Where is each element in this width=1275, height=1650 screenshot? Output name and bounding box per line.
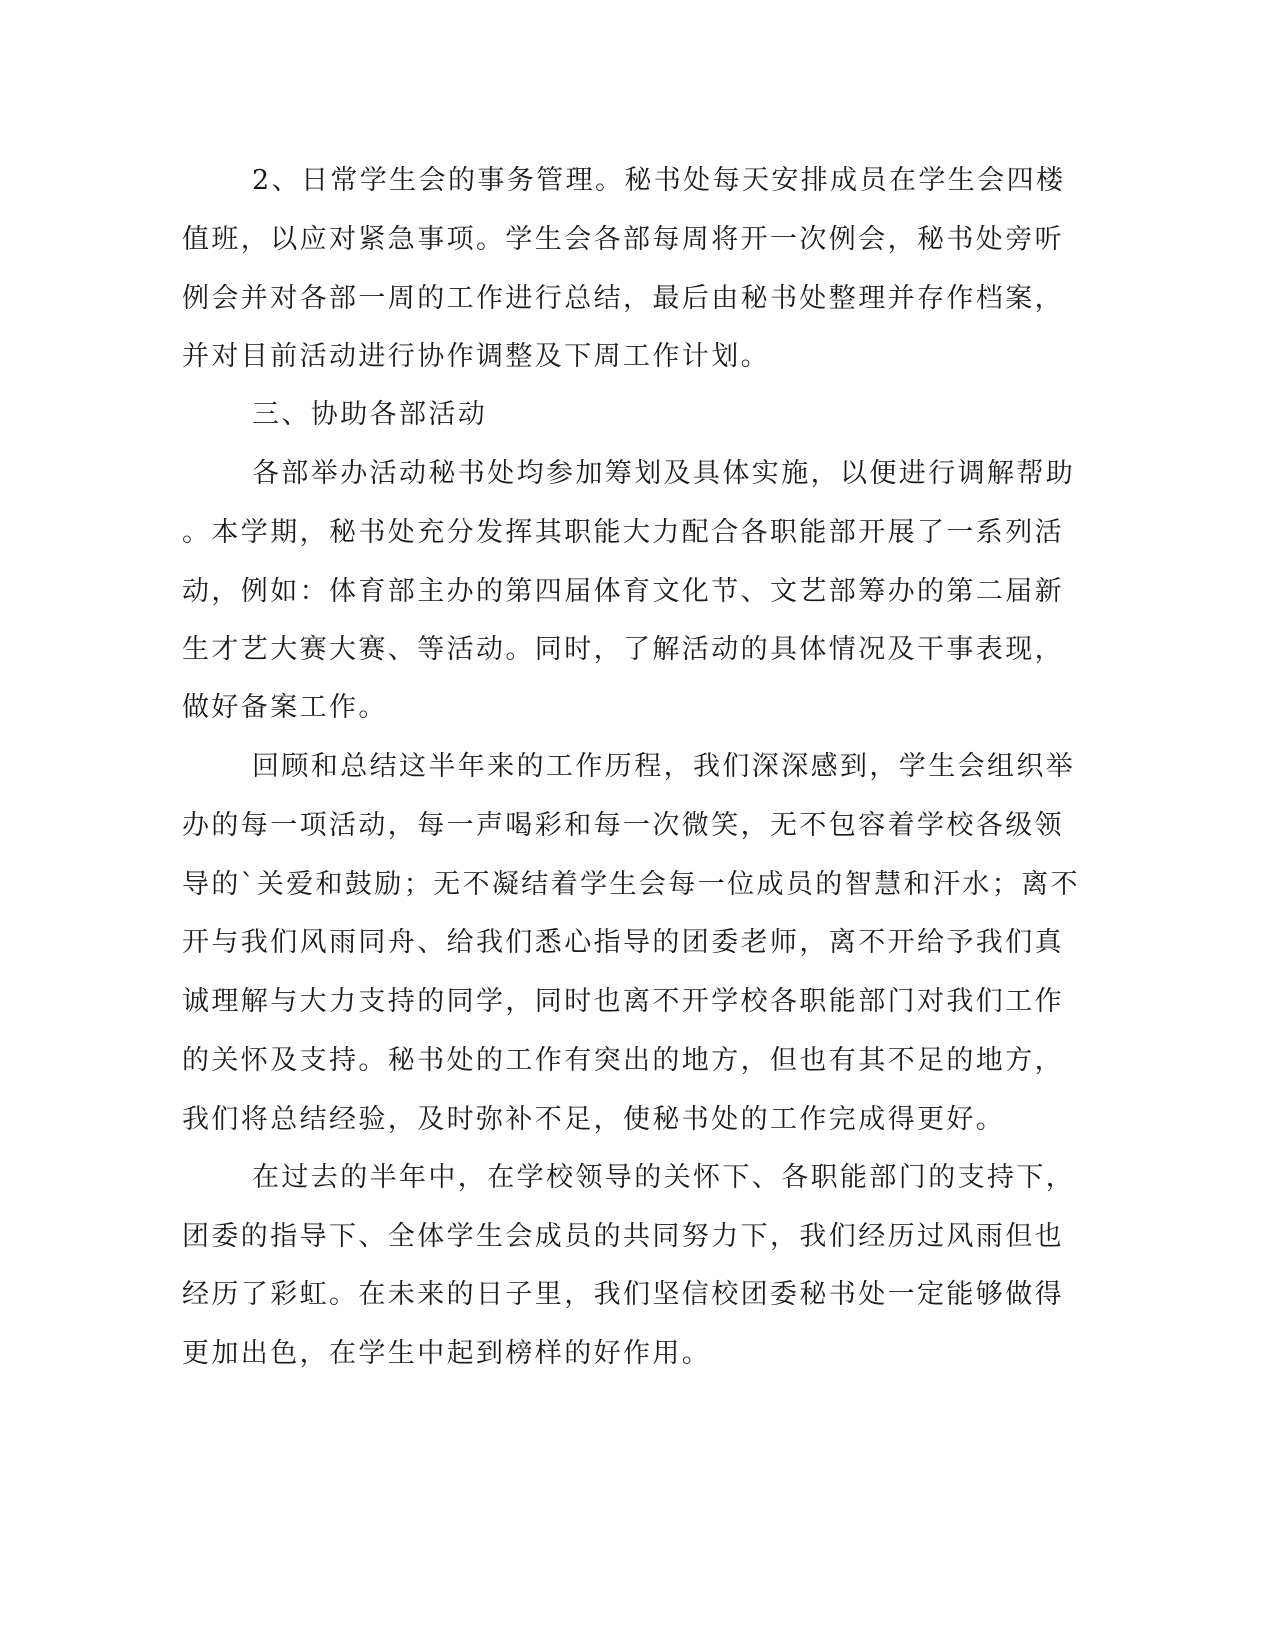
text-line: 生才艺大赛大赛、等活动。同时，了解活动的具体情况及干事表现， bbox=[182, 634, 1064, 665]
text-line: 团委的指导下、全体学生会成员的共同努力下，我们经历过风雨但也 bbox=[182, 1221, 1064, 1252]
text-line: 的关怀及支持。秘书处的工作有突出的地方，但也有其不足的地方， bbox=[182, 1045, 1064, 1076]
text-line: 我们将总结经验，及时弥补不足，使秘书处的工作完成得更好。 bbox=[182, 1104, 1006, 1135]
text-line: 诚理解与大力支持的同学，同时也离不开学校各职能部门对我们工作 bbox=[182, 986, 1064, 1017]
section-heading: 三、协助各部活动 bbox=[252, 399, 488, 430]
text-line: 经历了彩虹。在未来的日子里，我们坚信校团委秘书处一定能够做得 bbox=[182, 1279, 1064, 1310]
text-line: 各部举办活动秘书处均参加筹划及具体实施，以便进行调解帮助 bbox=[252, 458, 1076, 489]
text-line: 更加出色，在学生中起到榜样的好作用。 bbox=[182, 1338, 712, 1369]
text-line: 在过去的半年中，在学校领导的关怀下、各职能部门的支持下， bbox=[252, 1162, 1076, 1193]
text-line: 回顾和总结这半年来的工作历程，我们深深感到，学生会组织举 bbox=[252, 751, 1076, 782]
text-line: 并对目前活动进行协作调整及下周工作计划。 bbox=[182, 341, 770, 372]
text-line: 值班，以应对紧急事项。学生会各部每周将开一次例会，秘书处旁听 bbox=[182, 224, 1064, 255]
text-line: 办的每一项活动，每一声喝彩和每一次微笑，无不包容着学校各级领 bbox=[182, 810, 1064, 841]
text-line: 导的`关爱和鼓励；无不凝结着学生会每一位成员的智慧和汗水；离不 bbox=[182, 869, 1080, 900]
text-line: 动，例如：体育部主办的第四届体育文化节、文艺部筹办的第二届新 bbox=[182, 576, 1064, 607]
text-line: 。本学期，秘书处充分发挥其职能大力配合各职能部开展了一系列活 bbox=[182, 517, 1064, 548]
text-line: 做好备案工作。 bbox=[182, 692, 388, 723]
text-line: 例会并对各部一周的工作进行总结，最后由秘书处整理并存作档案， bbox=[182, 283, 1064, 314]
text-line: 2、日常学生会的事务管理。秘书处每天安排成员在学生会四楼 bbox=[252, 165, 1066, 196]
text-line: 开与我们风雨同舟、给我们悉心指导的团委老师，离不开给予我们真 bbox=[182, 927, 1064, 958]
